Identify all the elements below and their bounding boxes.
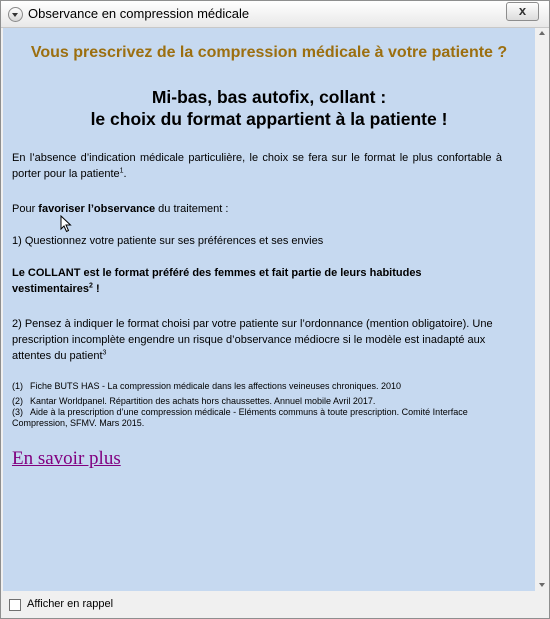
footnote-ref-2: 2 <box>89 282 93 290</box>
paragraph-collant-end: ! <box>92 283 100 295</box>
paragraph-collant-text: Le COLLANT est le format préféré des femmes et fait partie de leurs habitudes vestimentaires <box>12 267 422 295</box>
content-panel <box>3 28 535 591</box>
paragraph-intro-text: En l’absence d’indication médicale particulière, le choix se fera sur le format le plus confortable à porter pour la patiente <box>12 152 502 180</box>
paragraph-observance <box>12 201 502 217</box>
sub-heading-line2: le choix du format appartient à la patiente ! <box>90 109 448 129</box>
footnote-ref-1: 1 <box>119 167 124 175</box>
footer-bar <box>3 593 549 617</box>
show-reminder-label[interactable]: Afficher en rappel <box>27 598 114 610</box>
reference-text: Kantar Worldpanel. Répartition des achats hors chaussettes. Annuel mobile Avril 2017. <box>30 396 376 406</box>
paragraph-step1: 1) Questionnez votre patiente sur ses préférences et ses envies <box>12 235 324 247</box>
main-heading: Vous prescrivez de la compression médicale à votre patiente ? <box>30 44 508 61</box>
reference-item <box>12 381 507 392</box>
paragraph-collant <box>12 265 502 297</box>
vertical-scrollbar[interactable] <box>536 28 549 591</box>
window-title: Observance en compression médicale <box>28 6 250 21</box>
reference-number: (3) <box>12 407 23 417</box>
reference-text: Aide à la prescription d’une compression médicale - Eléments communs à toute prescription. Comité Interface Compression, SFMV. Mars 2015. <box>12 407 468 428</box>
reference-number: (1) <box>12 381 23 391</box>
paragraph-observance-pre: Pour <box>12 203 39 215</box>
sub-heading <box>3 86 535 130</box>
scroll-up-icon[interactable] <box>539 31 545 35</box>
learn-more-link[interactable]: En savoir plus <box>12 448 121 469</box>
reference-item <box>12 396 507 407</box>
reference-number: (2) <box>12 396 23 406</box>
scroll-down-icon[interactable] <box>539 583 545 587</box>
paragraph-intro-end: . <box>123 168 127 180</box>
title-bar[interactable] <box>1 1 549 28</box>
paragraph-observance-bold: favoriser l’observance <box>38 203 156 215</box>
paragraph-step2 <box>12 316 502 364</box>
show-reminder-checkbox[interactable] <box>9 599 21 611</box>
reference-text: Fiche BUTS HAS - La compression médicale dans les affections veineuses chroniques. 2010 <box>30 381 402 391</box>
paragraph-intro <box>12 150 502 182</box>
paragraph-observance-post: du traitement : <box>155 203 229 215</box>
reference-item <box>12 407 502 429</box>
window-menu-icon[interactable] <box>8 7 23 22</box>
sub-heading-line1: Mi-bas, bas autofix, collant : <box>151 87 387 107</box>
paragraph-step2-text: 2) Pensez à indiquer le format choisi par votre patiente sur l’ordonnance (mention obligatoire). Une prescription incomplète engendre un risque d’observance médiocre si le modèle est inadapté aux attentes du patient <box>12 318 493 362</box>
close-button[interactable]: x <box>506 2 539 21</box>
footnote-ref-3: 3 <box>102 349 107 357</box>
mouse-cursor-icon <box>60 215 72 233</box>
